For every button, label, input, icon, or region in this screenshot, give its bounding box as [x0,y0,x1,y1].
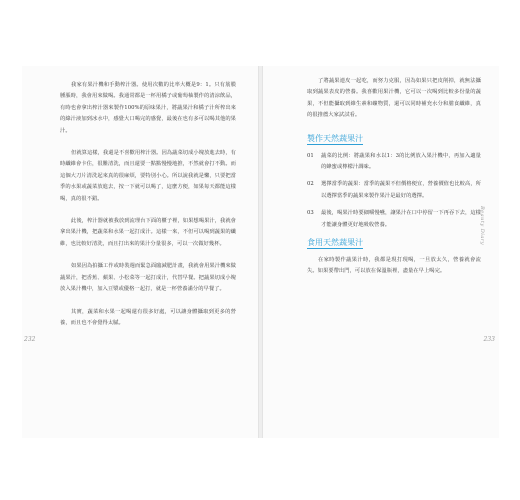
left-paragraph-5: 其實，蔬菜和水果一起喝還有很多好處，可以讓身體攝取到更多的營養，而且也不會覺得太膩。 [60,308,236,326]
left-paragraph-1: 我家有果汁機和手動榨汁器。使用次數的比率大概是9：1。只有筋膜腫脹時，我會用來做喝。我通常都是一杯用橘子或葡萄柚製作的清涼飲品，有時也會拿出榨汁器來製作100%的原味果汁，將蔬果汁和橘子汁所榨出來的綠汁液加到冰水中，感覺大口喝完的感覺，最後在也有多可以喝其他的果汁。 [60,82,236,134]
left-page-text [60,80,236,340]
juice-step-text: 最後，喝果汁時要細嚼慢嚥，讓果汁在口中停留一下再吞下去，這樣才能讓身體更好地吸收營養。 [321,210,481,228]
juice-step [307,208,481,231]
right-intro-paragraph: 了將蔬果連皮一起吃，而努力克服，因為如果只把皮削掉，就無法攝取到蔬果表皮的營養。我喜歡用果汁機，它可以一次喝到比較多份量的蔬果，不但能攝取到維生素和礦物質，還可以同時補充水分和膳食纖維，真的很推薦大家試試看。 [307,78,481,119]
juice-steps-list [307,151,481,231]
section-heading-make-juice [307,133,481,145]
juice-step-number: 03 [307,210,314,217]
right-section2-paragraph: 在家時製作蔬果汁時，我都是現打現喝，一旦放太久，營養就會流失。如果要帶出門，可以放在保溫瓶裡，盡量在早上喝完。 [307,257,481,275]
juice-step-text: 蔬菜的比例：將蔬果和水以1：3的比例放入果汁機中，再加入適量的蜂蜜或檸檬汁調味。 [321,152,481,171]
left-paragraph-3: 此後，榨汁器就被我放到流理台下面的櫃子裡，如果想喝果汁，我就會拿出果汁機，把蔬菜和水果一起打成汁。這樣一來，不但可以喝到蔬果的纖維，也比較好清洗，而且打出來的果汁分量很多，可以一次做好幾杯。 [60,218,236,247]
juice-step-text: 選擇當季的蔬果：當季的蔬果不但價格便宜，營養價值也比較高，所以選擇當季的蔬果來製作果汁是最好的選擇。 [321,181,481,199]
juice-step-number: 01 [307,152,314,159]
right-page [262,66,499,438]
right-page-text [307,76,481,289]
running-header: Beauty Diary [479,206,485,246]
left-page-number: 232 [24,336,36,343]
juice-step-number: 02 [307,181,314,188]
left-paragraph-4: 如果因為拍攝工作或時裝週而緊急面臨減肥計畫，我就會用果汁機來做蔬果汁，把香蕉、蘋果、小松菜等一起打成汁，代替早餐。把蔬果切成小塊放入果汁機中，加入豆漿或優格一起打，就是一杯營養滿分的早餐了。 [60,263,236,293]
juice-step [307,151,481,174]
left-page [22,66,259,438]
section-heading-drink-juice-text: 食用天然蔬果汁 [307,238,364,248]
right-page-number: 233 [483,336,495,343]
section-heading-make-juice-text: 製作天然蔬果汁 [307,133,364,143]
section-heading-drink-juice [307,237,481,249]
left-paragraph-2: 但就算這樣，我還是不喜歡用榨汁器。因為蔬菜切成小塊放進去時，有時纖維會卡住，很難清洗，而且還要一點點慢慢地推，不然就會打不動。而這個大刀片清洗起來真的很麻煩，要特別小心。所以說我就是懶，只要把當季的水果或蔬菜放進去，按一下就可以喝了，這麼方便，如果每天都能這樣喝，真的很不錯。 [60,150,236,202]
juice-step [307,179,481,202]
